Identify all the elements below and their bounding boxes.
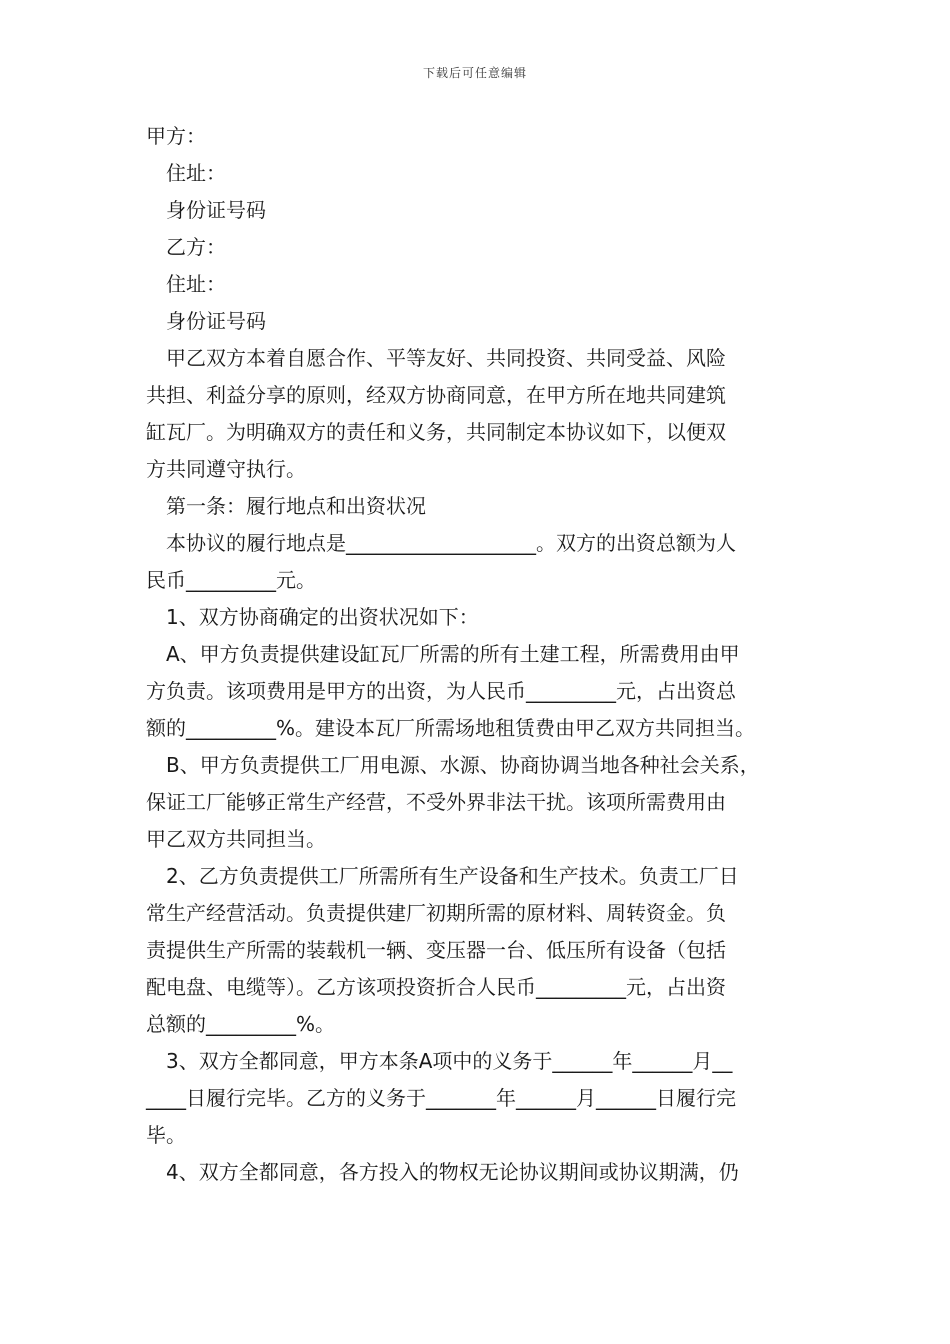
clause-3-line: 毕。 [146,1123,186,1147]
preamble-line: 缸瓦厂。为明确双方的责任和义务，共同制定本协议如下，以便双 [146,420,726,444]
preamble-line: 甲乙双方本着自愿合作、平等友好、共同投资、共同受益、风险 [166,346,726,370]
article-1-title: 第一条：履行地点和出资状况 [166,494,426,518]
clause-2-line: 常生产经营活动。负责提供建厂初期所需的原材料、周转资金。负 [146,901,726,925]
clause-2-line: 配电盘、电缆等）。乙方该项投资折合人民币_________元，占出资 [146,975,726,999]
article-1-line: 民币_________元。 [146,568,316,592]
party-b-id-number: 身份证号码 [166,309,266,333]
clause-b-line: B、甲方负责提供工厂用电源、水源、协商协调当地各种社会关系， [166,753,760,777]
preamble-line: 方共同遵守执行。 [146,457,306,481]
clause-4-line: 4、双方全都同意，各方投入的物权无论协议期间或协议期满，仍 [166,1160,739,1184]
clause-3-line: 3、双方全都同意，甲方本条A项中的义务于______年______月__ [166,1049,733,1073]
clause-a-line: 额的_________%。建设本瓦厂所需场地租赁费由甲乙双方共同担当。 [146,716,756,740]
clause-b-line: 甲乙双方共同担当。 [146,827,326,851]
clause-1-title: 1、双方协商确定的出资状况如下： [166,605,479,629]
party-b-label: 乙方： [166,235,226,259]
preamble-line: 共担、利益分享的原则，经双方协商同意，在甲方所在地共同建筑 [146,383,726,407]
contract-body [146,118,810,1191]
party-a-label: 甲方： [146,124,206,148]
clause-2-line: 责提供生产所需的装载机一辆、变压器一台、低压所有设备（包括 [146,938,726,962]
article-1-line: 本协议的履行地点是___________________。双方的出资总额为人 [166,531,736,555]
page-header: 下载后可任意编辑 [422,66,527,80]
clause-a-line: A、甲方负责提供建设缸瓦厂所需的所有土建工程，所需费用由甲 [166,642,740,666]
party-a-address: 住址： [166,161,226,185]
clause-3-line: ____日履行完毕。乙方的义务于_______年______月______日履行完 [146,1086,736,1110]
clause-a-line: 方负责。该项费用是甲方的出资，为人民币_________元，占出资总 [146,679,736,703]
party-b-address: 住址： [166,272,226,296]
clause-2-line: 2、乙方负责提供工厂所需所有生产设备和生产技术。负责工厂日 [166,864,739,888]
clause-2-line: 总额的_________%。 [146,1012,336,1036]
party-a-id-number: 身份证号码 [166,198,266,222]
clause-b-line: 保证工厂能够正常生产经营，不受外界非法干扰。该项所需费用由 [146,790,726,814]
